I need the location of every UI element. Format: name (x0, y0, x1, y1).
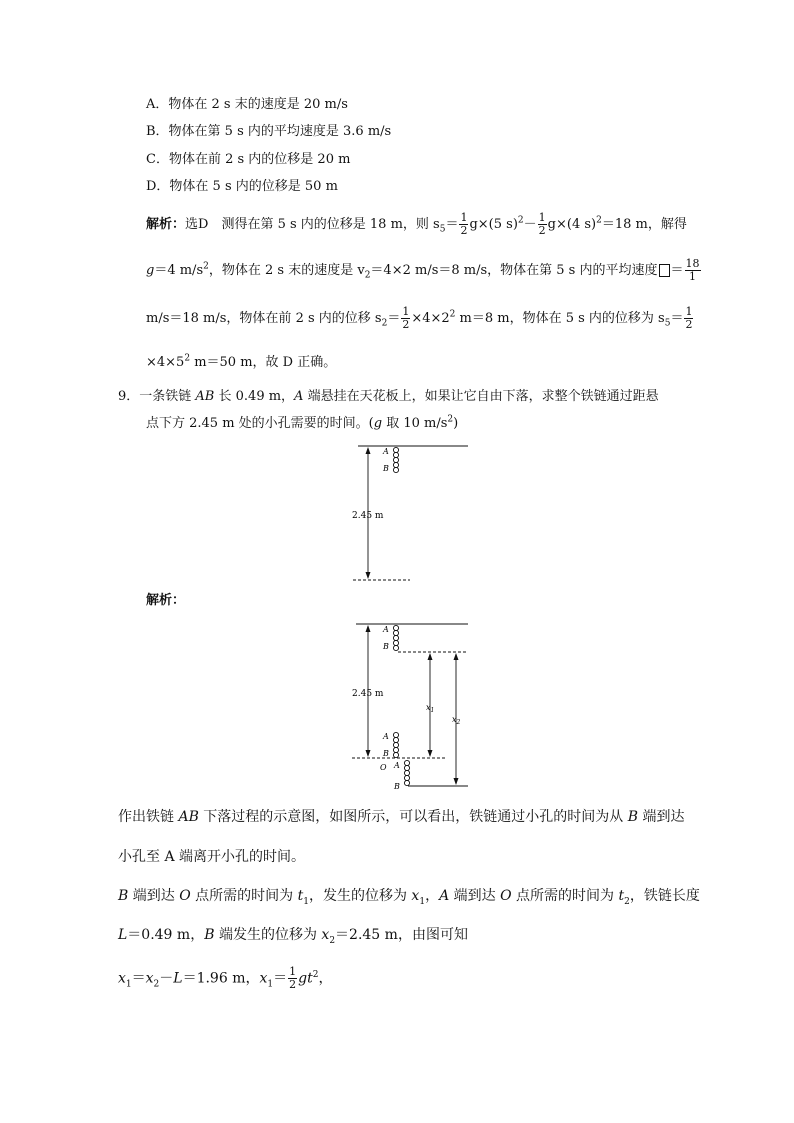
fraction-half: $\frac{1}{2}$ (289, 965, 297, 991)
question-number: 9． (118, 389, 140, 404)
label-B: B (383, 464, 389, 473)
label-B-top: B (383, 642, 389, 651)
body-paragraph-4: L＝0.49 m，B 端发生的位移为 $x_2=2.45$ m，由图可知 (118, 927, 468, 946)
analysis-line-4: $\times 4\times 5^2$ m＝50 m，故 D 正确。 (146, 353, 337, 370)
label-A-top: A (383, 625, 389, 634)
label-A: A (383, 447, 389, 456)
fraction-half: $\frac{1}{2}$ (685, 305, 693, 331)
fraction-18-over-1: $\frac{18}{1}$ (685, 257, 700, 283)
distance-label: 2.45 m (352, 689, 384, 699)
label-O: O (380, 763, 387, 772)
question-9-line-2: 点下方 2.45 m 处的小孔需要的时间。(g 取 10 $m/s^2$) (146, 414, 459, 431)
distance-label: 2.45 m (352, 511, 384, 521)
option-c: C．物体在前 2 s 内的位移是 20 m (146, 152, 351, 167)
option-a: A．物体在 2 s 末的速度是 20 m/s (146, 97, 348, 112)
question-9-line-1: 9．一条铁链 AB 长 0.49 m，A 端悬挂在天花板上，如果让它自由下落，求整个铁链通过距悬 (118, 389, 659, 404)
body-paragraph-2: 小孔至 A 端离开小孔的时间。 (118, 849, 306, 865)
label-x1: $x_1$ (426, 703, 435, 714)
analysis-label: 解析： (146, 217, 186, 232)
analysis-line-2: g＝4 $m/s^2$，物体在 2 s 末的速度是 $v_2=4\times 2$ m/s＝8 m/s，物体在第 5 s 内的平均速度 ＝ $\frac{18}{1}$ (146, 257, 700, 283)
label-x2: $x_2$ (452, 715, 461, 726)
body-paragraph-5: $x_1=x_2-L=1.96$ m，$x_1=$ $\frac{1}{2}$ $gt^2$， (118, 965, 333, 991)
label-A-mid: A (383, 732, 389, 741)
missing-glyph-box (659, 264, 670, 277)
body-paragraph-3: B 端到达 O 点所需的时间为 $t_1$，发生的位移为 $x_1$，A 端到达 O 点所需的时间为 $t_2$，铁链长度 (118, 888, 700, 907)
fraction-half: $\frac{1}{2}$ (402, 305, 410, 331)
label-A-bottom: A (394, 761, 400, 770)
analysis-line-3: m/s＝18 m/s，物体在前 2 s 内的位移 $s_2=$ $\frac{1}{2}$ $\times 4\times 2^2$ m＝8 m，物体在 5 s 内的位移为 $s_5=$ $\frac{1}{2}$ (146, 305, 693, 331)
label-B-mid: B (383, 749, 389, 758)
option-d: D．物体在 5 s 内的位移是 50 m (146, 179, 338, 194)
figure-1-chain-diagram (340, 440, 480, 590)
analysis-9-label: 解析： (146, 593, 186, 608)
body-paragraph-1: 作出铁链 AB 下落过程的示意图，如图所示，可以看出，铁链通过小孔的时间为从 B 端到达 (118, 809, 685, 825)
label-B-bottom: B (394, 782, 400, 791)
option-b: B．物体在第 5 s 内的平均速度是 3.6 m/s (146, 124, 392, 139)
fraction-half: $\frac{1}{2}$ (538, 211, 546, 237)
fraction-half: $\frac{1}{2}$ (460, 211, 468, 237)
analysis-line-1: 解析：选D 测得在第 5 s 内的位移是 18 m，则 $s_5=$ $\frac{1}{2}$ g×(5 s)$^2$－ $\frac{1}{2}$ g×(4 s)$^2$＝18 m，解得 (146, 211, 687, 237)
figure-2-chain-diagram (340, 618, 480, 796)
